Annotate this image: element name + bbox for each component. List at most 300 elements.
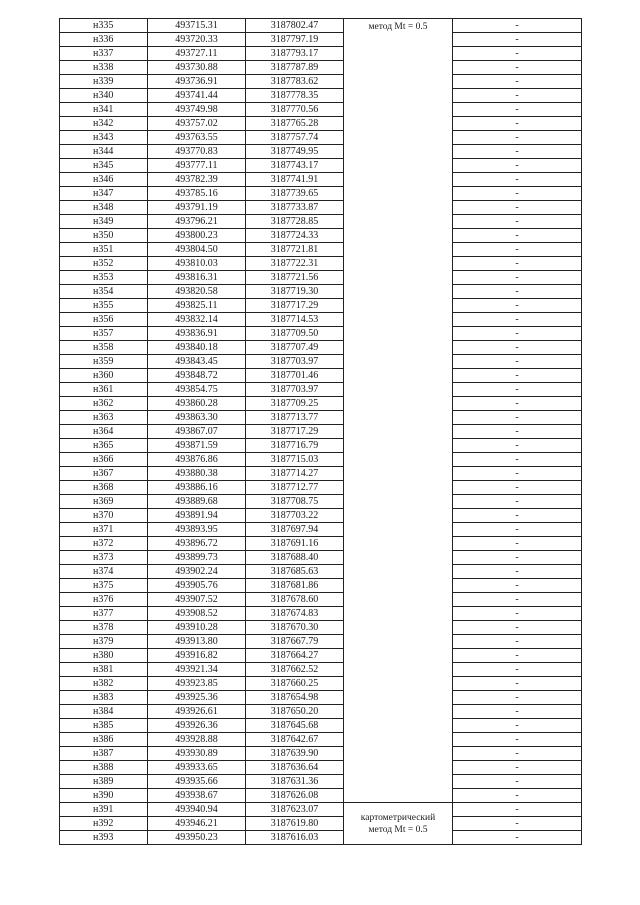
coordinate-x-cell: 493777.11 [148, 159, 246, 173]
table-row [60, 467, 582, 481]
coordinate-y-cell: 3187783.62 [246, 75, 344, 89]
note-cell: - [453, 257, 582, 271]
note-cell: - [453, 789, 582, 803]
coordinate-x-cell: 493913.80 [148, 635, 246, 649]
table-row [60, 565, 582, 579]
coordinate-y-cell: 3187717.29 [246, 299, 344, 313]
note-cell: - [453, 831, 582, 845]
table-row [60, 551, 582, 565]
note-cell: - [453, 747, 582, 761]
note-cell: - [453, 705, 582, 719]
point-name-cell: н349 [60, 215, 148, 229]
table-row [60, 803, 582, 817]
coordinate-y-cell: 3187709.25 [246, 397, 344, 411]
method-cell [344, 803, 453, 845]
point-name-cell: н357 [60, 327, 148, 341]
note-cell: - [453, 369, 582, 383]
note-cell: - [453, 719, 582, 733]
note-cell: - [453, 579, 582, 593]
coordinate-y-cell: 3187714.53 [246, 313, 344, 327]
table-row [60, 313, 582, 327]
coordinate-x-cell: 493763.55 [148, 131, 246, 145]
point-name-cell: н363 [60, 411, 148, 425]
note-cell: - [453, 173, 582, 187]
coordinate-x-cell: 493902.24 [148, 565, 246, 579]
note-cell: - [453, 145, 582, 159]
coordinate-y-cell: 3187623.07 [246, 803, 344, 817]
coordinate-y-cell: 3187681.86 [246, 579, 344, 593]
note-cell: - [453, 495, 582, 509]
point-name-cell: н380 [60, 649, 148, 663]
coordinate-y-cell: 3187619.80 [246, 817, 344, 831]
coordinate-x-cell: 493848.72 [148, 369, 246, 383]
coordinate-x-cell: 493749.98 [148, 103, 246, 117]
coordinate-x-cell: 493804.50 [148, 243, 246, 257]
point-name-cell: н343 [60, 131, 148, 145]
note-cell: - [453, 677, 582, 691]
table-row [60, 733, 582, 747]
point-name-cell: н360 [60, 369, 148, 383]
coordinate-y-cell: 3187724.33 [246, 229, 344, 243]
table-row [60, 271, 582, 285]
coordinate-y-cell: 3187728.85 [246, 215, 344, 229]
coordinate-y-cell: 3187678.60 [246, 593, 344, 607]
coordinate-x-cell: 493730.88 [148, 61, 246, 75]
note-cell: - [453, 761, 582, 775]
coordinate-x-cell: 493946.21 [148, 817, 246, 831]
table-row [60, 453, 582, 467]
point-name-cell: н356 [60, 313, 148, 327]
note-cell: - [453, 439, 582, 453]
table-row [60, 383, 582, 397]
point-name-cell: н389 [60, 775, 148, 789]
point-name-cell: н351 [60, 243, 148, 257]
method-cell [344, 19, 453, 803]
note-cell: - [453, 453, 582, 467]
coordinate-x-cell: 493854.75 [148, 383, 246, 397]
table-row [60, 425, 582, 439]
coordinate-y-cell: 3187662.52 [246, 663, 344, 677]
point-name-cell: н335 [60, 19, 148, 33]
point-name-cell: н387 [60, 747, 148, 761]
coordinate-y-cell: 3187701.46 [246, 369, 344, 383]
coordinate-x-cell: 493843.45 [148, 355, 246, 369]
coordinate-y-cell: 3187714.27 [246, 467, 344, 481]
coordinates-table-body [60, 19, 582, 845]
table-row [60, 89, 582, 103]
note-cell: - [453, 775, 582, 789]
point-name-cell: н350 [60, 229, 148, 243]
coordinate-y-cell: 3187709.50 [246, 327, 344, 341]
point-name-cell: н361 [60, 383, 148, 397]
coordinate-y-cell: 3187802.47 [246, 19, 344, 33]
note-cell: - [453, 341, 582, 355]
coordinate-x-cell: 493836.91 [148, 327, 246, 341]
coordinate-x-cell: 493840.18 [148, 341, 246, 355]
table-row [60, 579, 582, 593]
point-name-cell: н366 [60, 453, 148, 467]
table-row [60, 593, 582, 607]
coordinate-x-cell: 493891.94 [148, 509, 246, 523]
note-cell: - [453, 313, 582, 327]
method-label: метод Mt = 0.5 [368, 22, 428, 32]
coordinate-x-cell: 493785.16 [148, 187, 246, 201]
coordinate-y-cell: 3187713.77 [246, 411, 344, 425]
point-name-cell: н376 [60, 593, 148, 607]
table-row [60, 131, 582, 145]
point-name-cell: н385 [60, 719, 148, 733]
note-cell: - [453, 355, 582, 369]
note-cell: - [453, 159, 582, 173]
coordinate-x-cell: 493871.59 [148, 439, 246, 453]
coordinate-y-cell: 3187691.16 [246, 537, 344, 551]
table-row [60, 341, 582, 355]
coordinate-y-cell: 3187722.31 [246, 257, 344, 271]
coordinate-x-cell: 493832.14 [148, 313, 246, 327]
point-name-cell: н388 [60, 761, 148, 775]
point-name-cell: н381 [60, 663, 148, 677]
coordinate-y-cell: 3187626.08 [246, 789, 344, 803]
point-name-cell: н352 [60, 257, 148, 271]
point-name-cell: н384 [60, 705, 148, 719]
coordinate-x-cell: 493796.21 [148, 215, 246, 229]
coordinate-x-cell: 493736.91 [148, 75, 246, 89]
coordinate-x-cell: 493907.52 [148, 593, 246, 607]
note-cell: - [453, 817, 582, 831]
note-cell: - [453, 467, 582, 481]
table-row [60, 621, 582, 635]
coordinate-y-cell: 3187770.56 [246, 103, 344, 117]
coordinate-x-cell: 493910.28 [148, 621, 246, 635]
coordinate-x-cell: 493916.82 [148, 649, 246, 663]
point-name-cell: н354 [60, 285, 148, 299]
coordinate-x-cell: 493727.11 [148, 47, 246, 61]
coordinate-y-cell: 3187749.95 [246, 145, 344, 159]
coordinate-y-cell: 3187787.89 [246, 61, 344, 75]
table-row [60, 299, 582, 313]
method-label-line1: картометрический [360, 812, 436, 823]
coordinate-x-cell: 493770.83 [148, 145, 246, 159]
coordinate-y-cell: 3187797.19 [246, 33, 344, 47]
point-name-cell: н342 [60, 117, 148, 131]
note-cell: - [453, 47, 582, 61]
coordinate-x-cell: 493940.94 [148, 803, 246, 817]
note-cell: - [453, 635, 582, 649]
coordinate-x-cell: 493938.67 [148, 789, 246, 803]
note-cell: - [453, 299, 582, 313]
table-row [60, 47, 582, 61]
coordinate-y-cell: 3187741.91 [246, 173, 344, 187]
coordinate-y-cell: 3187716.79 [246, 439, 344, 453]
coordinate-x-cell: 493899.73 [148, 551, 246, 565]
coordinate-y-cell: 3187674.83 [246, 607, 344, 621]
table-row [60, 159, 582, 173]
coordinate-y-cell: 3187793.17 [246, 47, 344, 61]
note-cell: - [453, 649, 582, 663]
table-row [60, 201, 582, 215]
table-row [60, 173, 582, 187]
coordinate-y-cell: 3187721.81 [246, 243, 344, 257]
coordinate-y-cell: 3187719.30 [246, 285, 344, 299]
coordinate-x-cell: 493923.85 [148, 677, 246, 691]
coordinate-x-cell: 493816.31 [148, 271, 246, 285]
note-cell: - [453, 229, 582, 243]
point-name-cell: н359 [60, 355, 148, 369]
table-row [60, 649, 582, 663]
note-cell: - [453, 425, 582, 439]
table-row [60, 537, 582, 551]
point-name-cell: н348 [60, 201, 148, 215]
coordinate-y-cell: 3187765.28 [246, 117, 344, 131]
coordinate-y-cell: 3187636.64 [246, 761, 344, 775]
coordinate-y-cell: 3187778.35 [246, 89, 344, 103]
coordinate-y-cell: 3187616.03 [246, 831, 344, 845]
table-row [60, 495, 582, 509]
note-cell: - [453, 19, 582, 33]
coordinate-y-cell: 3187650.20 [246, 705, 344, 719]
table-row [60, 411, 582, 425]
note-cell: - [453, 803, 582, 817]
point-name-cell: н347 [60, 187, 148, 201]
note-cell: - [453, 187, 582, 201]
table-row [60, 747, 582, 761]
coordinate-x-cell: 493863.30 [148, 411, 246, 425]
point-name-cell: н362 [60, 397, 148, 411]
coordinate-x-cell: 493928.88 [148, 733, 246, 747]
point-name-cell: н367 [60, 467, 148, 481]
table-row [60, 285, 582, 299]
point-name-cell: н375 [60, 579, 148, 593]
note-cell: - [453, 131, 582, 145]
table-row [60, 663, 582, 677]
note-cell: - [453, 89, 582, 103]
coordinate-x-cell: 493867.07 [148, 425, 246, 439]
coordinate-y-cell: 3187739.65 [246, 187, 344, 201]
table-row [60, 75, 582, 89]
coordinate-x-cell: 493905.76 [148, 579, 246, 593]
table-row [60, 775, 582, 789]
coordinate-x-cell: 493810.03 [148, 257, 246, 271]
point-name-cell: н373 [60, 551, 148, 565]
coordinate-x-cell: 493720.33 [148, 33, 246, 47]
coordinate-y-cell: 3187685.63 [246, 565, 344, 579]
coordinate-y-cell: 3187667.79 [246, 635, 344, 649]
coordinate-x-cell: 493908.52 [148, 607, 246, 621]
point-name-cell: н337 [60, 47, 148, 61]
coordinate-y-cell: 3187703.22 [246, 509, 344, 523]
note-cell: - [453, 733, 582, 747]
coordinate-x-cell: 493820.58 [148, 285, 246, 299]
note-cell: - [453, 215, 582, 229]
note-cell: - [453, 691, 582, 705]
point-name-cell: н377 [60, 607, 148, 621]
note-cell: - [453, 61, 582, 75]
point-name-cell: н355 [60, 299, 148, 313]
note-cell: - [453, 523, 582, 537]
coordinate-x-cell: 493896.72 [148, 537, 246, 551]
point-name-cell: н371 [60, 523, 148, 537]
point-name-cell: н392 [60, 817, 148, 831]
coordinate-y-cell: 3187721.56 [246, 271, 344, 285]
coordinate-x-cell: 493880.38 [148, 467, 246, 481]
coordinate-y-cell: 3187697.94 [246, 523, 344, 537]
note-cell: - [453, 243, 582, 257]
coordinate-y-cell: 3187703.97 [246, 355, 344, 369]
note-cell: - [453, 271, 582, 285]
table-row [60, 691, 582, 705]
coordinate-x-cell: 493860.28 [148, 397, 246, 411]
note-cell: - [453, 411, 582, 425]
point-name-cell: н339 [60, 75, 148, 89]
note-cell: - [453, 481, 582, 495]
point-name-cell: н390 [60, 789, 148, 803]
point-name-cell: н341 [60, 103, 148, 117]
coordinate-y-cell: 3187664.27 [246, 649, 344, 663]
point-name-cell: н370 [60, 509, 148, 523]
table-row [60, 355, 582, 369]
table-row [60, 831, 582, 845]
coordinate-x-cell: 493876.86 [148, 453, 246, 467]
point-name-cell: н386 [60, 733, 148, 747]
coordinate-x-cell: 493926.36 [148, 719, 246, 733]
point-name-cell: н358 [60, 341, 148, 355]
coordinate-x-cell: 493889.68 [148, 495, 246, 509]
coordinate-x-cell: 493757.02 [148, 117, 246, 131]
coordinate-x-cell: 493933.65 [148, 761, 246, 775]
coordinate-x-cell: 493825.11 [148, 299, 246, 313]
point-name-cell: н364 [60, 425, 148, 439]
coordinate-y-cell: 3187703.97 [246, 383, 344, 397]
coordinate-x-cell: 493782.39 [148, 173, 246, 187]
coordinate-x-cell: 493715.31 [148, 19, 246, 33]
note-cell: - [453, 593, 582, 607]
coordinate-y-cell: 3187712.77 [246, 481, 344, 495]
table-row [60, 33, 582, 47]
table-row [60, 481, 582, 495]
table-row [60, 145, 582, 159]
point-name-cell: н344 [60, 145, 148, 159]
coordinate-y-cell: 3187670.30 [246, 621, 344, 635]
coordinate-y-cell: 3187708.75 [246, 495, 344, 509]
point-name-cell: н379 [60, 635, 148, 649]
point-name-cell: н383 [60, 691, 148, 705]
table-row [60, 817, 582, 831]
point-name-cell: н346 [60, 173, 148, 187]
note-cell: - [453, 509, 582, 523]
table-row [60, 229, 582, 243]
coordinate-y-cell: 3187733.87 [246, 201, 344, 215]
point-name-cell: н338 [60, 61, 148, 75]
coordinate-y-cell: 3187757.74 [246, 131, 344, 145]
coordinate-y-cell: 3187654.98 [246, 691, 344, 705]
table-row [60, 677, 582, 691]
note-cell: - [453, 607, 582, 621]
coordinate-y-cell: 3187715.03 [246, 453, 344, 467]
table-row [60, 789, 582, 803]
table-row [60, 719, 582, 733]
note-cell: - [453, 117, 582, 131]
coordinate-y-cell: 3187707.49 [246, 341, 344, 355]
point-name-cell: н369 [60, 495, 148, 509]
coordinate-y-cell: 3187642.67 [246, 733, 344, 747]
point-name-cell: н336 [60, 33, 148, 47]
method-label-line2: метод Mt = 0.5 [368, 824, 428, 835]
coordinate-x-cell: 493925.36 [148, 691, 246, 705]
coordinate-y-cell: 3187660.25 [246, 677, 344, 691]
table-row [60, 635, 582, 649]
table-row [60, 187, 582, 201]
table-row [60, 257, 582, 271]
table-row [60, 243, 582, 257]
table-row [60, 103, 582, 117]
point-name-cell: н382 [60, 677, 148, 691]
table-row [60, 705, 582, 719]
table-row [60, 61, 582, 75]
coordinate-y-cell: 3187717.29 [246, 425, 344, 439]
note-cell: - [453, 397, 582, 411]
note-cell: - [453, 201, 582, 215]
note-cell: - [453, 621, 582, 635]
coordinate-y-cell: 3187631.36 [246, 775, 344, 789]
note-cell: - [453, 327, 582, 341]
note-cell: - [453, 75, 582, 89]
coordinate-y-cell: 3187639.90 [246, 747, 344, 761]
note-cell: - [453, 33, 582, 47]
table-row [60, 761, 582, 775]
note-cell: - [453, 663, 582, 677]
table-row [60, 369, 582, 383]
point-name-cell: н365 [60, 439, 148, 453]
coordinate-y-cell: 3187645.68 [246, 719, 344, 733]
table-row [60, 19, 582, 33]
table-row [60, 327, 582, 341]
coordinate-x-cell: 493926.61 [148, 705, 246, 719]
coordinate-x-cell: 493950.23 [148, 831, 246, 845]
coordinate-x-cell: 493886.16 [148, 481, 246, 495]
table-row [60, 439, 582, 453]
note-cell: - [453, 565, 582, 579]
note-cell: - [453, 285, 582, 299]
coordinate-x-cell: 493800.23 [148, 229, 246, 243]
point-name-cell: н378 [60, 621, 148, 635]
point-name-cell: н368 [60, 481, 148, 495]
point-name-cell: н340 [60, 89, 148, 103]
coordinate-x-cell: 493930.89 [148, 747, 246, 761]
coordinate-x-cell: 493935.66 [148, 775, 246, 789]
coordinate-x-cell: 493741.44 [148, 89, 246, 103]
table-row [60, 509, 582, 523]
note-cell: - [453, 537, 582, 551]
coordinate-y-cell: 3187743.17 [246, 159, 344, 173]
table-row [60, 215, 582, 229]
coordinate-y-cell: 3187688.40 [246, 551, 344, 565]
point-name-cell: н353 [60, 271, 148, 285]
coordinates-table [59, 18, 582, 845]
table-row [60, 397, 582, 411]
point-name-cell: н345 [60, 159, 148, 173]
point-name-cell: н393 [60, 831, 148, 845]
table-row [60, 117, 582, 131]
note-cell: - [453, 103, 582, 117]
note-cell: - [453, 383, 582, 397]
note-cell: - [453, 551, 582, 565]
point-name-cell: н374 [60, 565, 148, 579]
point-name-cell: н391 [60, 803, 148, 817]
point-name-cell: н372 [60, 537, 148, 551]
coordinate-x-cell: 493791.19 [148, 201, 246, 215]
coordinate-x-cell: 493921.34 [148, 663, 246, 677]
table-row [60, 523, 582, 537]
